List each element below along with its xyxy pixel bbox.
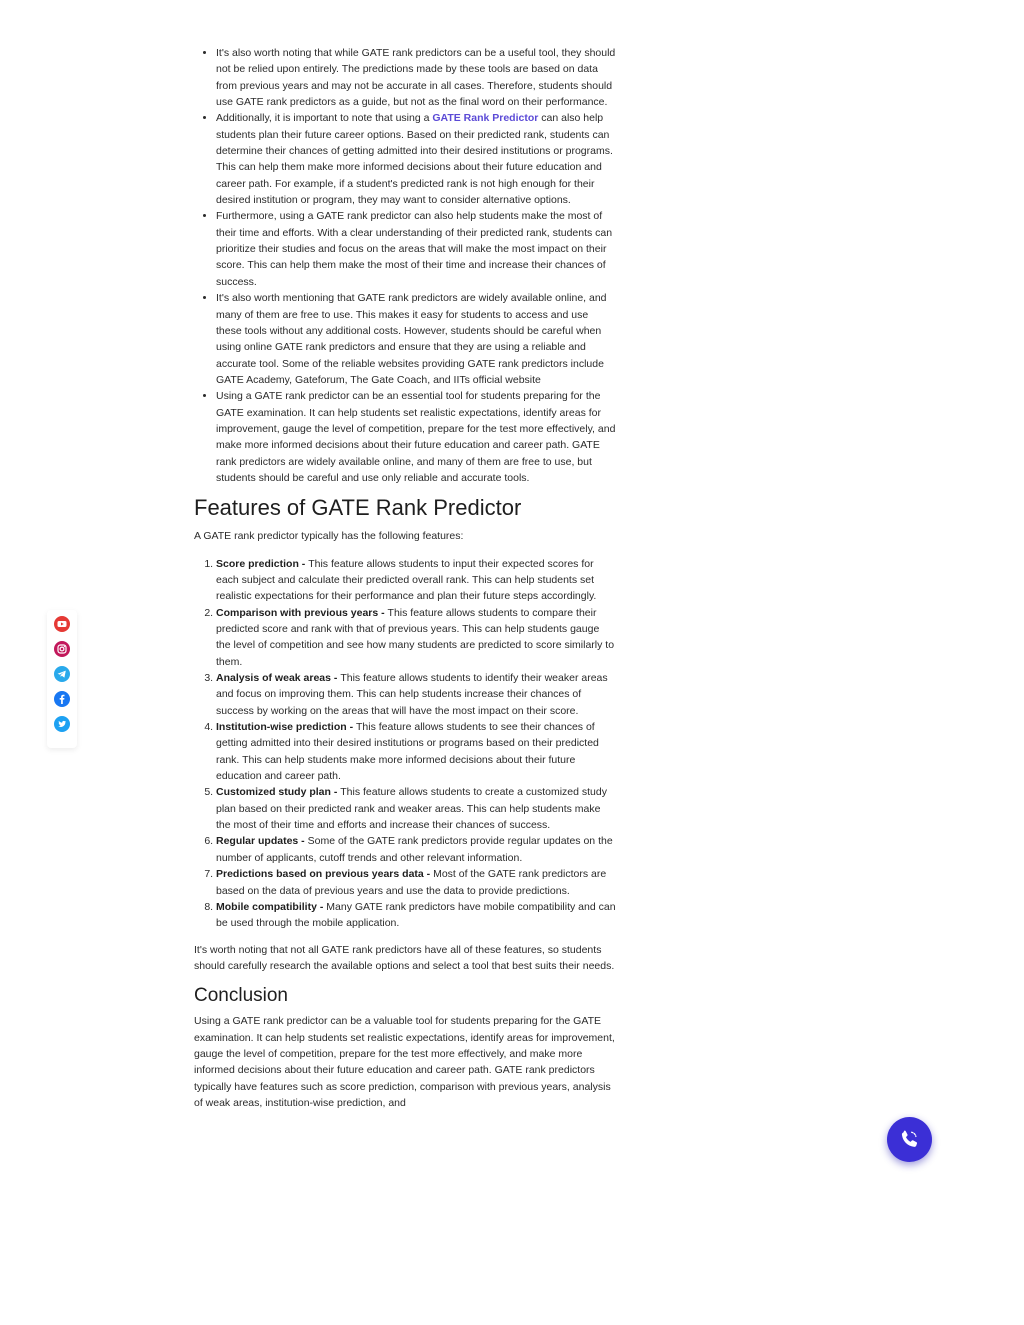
feature-title: Score prediction - (216, 557, 309, 570)
feature-item (216, 605, 616, 670)
list-item (216, 290, 616, 388)
social-share-bar (47, 610, 77, 748)
feature-text: Many GATE rank predictors have mobile compatibility and can be used through the mobile application. (216, 900, 616, 930)
feature-title: Mobile compatibility - (216, 900, 327, 913)
call-button[interactable] (887, 1117, 932, 1162)
telegram-icon[interactable] (54, 666, 70, 682)
phone-icon (898, 1128, 921, 1151)
feature-title: Comparison with previous years - (216, 606, 388, 619)
feature-item (216, 784, 616, 833)
conclusion-heading: Conclusion (194, 985, 288, 1007)
feature-title: Predictions based on previous years data - (216, 868, 434, 881)
feature-title: Analysis of weak areas - (216, 672, 341, 685)
bullet-text: It's also worth mentioning that GATE rank predictors are widely available online, and many of them are free to use. This makes it easy for students to access and use these tools without any additional costs. However, students should be careful when using online GATE rank predictors and ensure that they are using a reliable and accurate tool. Some of the reliable websites providing GATE rank predictors include GATE Academy, Gateforum, The Gate Coach, and IITs official website (216, 292, 607, 386)
feature-item (216, 899, 616, 932)
bullet-text: Furthermore, using a GATE rank predictor can also help students make the most of their time and efforts. With a clear understanding of their predicted rank, students can prioritize their studies and focus on the areas that will make the most impact on their score. This can help them make the most of their time and increase their chances of success. (216, 210, 613, 288)
feature-text: This feature allows students to create a customized study plan based on their predicted rank and weaker areas. This can help students make the most of their time and efforts and increase their chances of success. (216, 786, 607, 832)
youtube-icon[interactable] (54, 616, 70, 632)
facebook-icon[interactable] (54, 691, 70, 707)
bullet-text: can also help students plan their future career options. Based on their predicted rank, students can determine their chances of getting admitted into their desired institutions or programs. This can help them make more informed decisions about their future education and career path. For example, if a student's predicted rank is not high enough for their desired institution or program, they may want to consider alternative options. (216, 112, 613, 207)
features-intro: A GATE rank predictor typically has the following features: (194, 530, 464, 543)
gate-rank-predictor-link[interactable]: GATE Rank Predictor (432, 112, 539, 125)
feature-title: Customized study plan - (216, 786, 341, 799)
twitter-icon[interactable] (54, 716, 70, 732)
benefits-list (194, 45, 616, 486)
instagram-icon[interactable] (54, 641, 70, 657)
list-item (216, 110, 616, 208)
list-item (216, 208, 616, 290)
feature-item (216, 719, 616, 784)
feature-title: Regular updates - (216, 835, 308, 848)
list-item (216, 45, 616, 110)
feature-text: This feature allows students to see their chances of getting admitted into their desired institutions or programs based on their predicted rank. This can help students make more informed decisions about their future education and career path. (216, 721, 599, 783)
feature-title: Institution-wise prediction - (216, 721, 356, 734)
feature-item (216, 833, 616, 866)
bullet-text: Using a GATE rank predictor can be an essential tool for students preparing for the GATE examination. It can help students set realistic expectations, identify areas for improvement, gauge the level of competition, prepare for the test more effectively, and make more informed decisions about their future education and career path. GATE rank predictors are widely available online, and many of them are free to use, but students should be careful and use only reliable and accurate tools. (216, 390, 616, 484)
bullet-text: Additionally, it is important to note that using a (216, 112, 433, 125)
feature-text: Most of the GATE rank predictors are based on the data of previous years and use the data to provide predictions. (216, 868, 607, 897)
feature-text: Some of the GATE rank predictors provide regular updates on the number of applicants, cutoff trends and other relevant information. (216, 835, 613, 864)
feature-text: This feature allows students to identify their weaker areas and focus on improving them. This can help students increase their chances of success by working on the areas that will have the most impact on their score. (216, 672, 608, 717)
feature-text: This feature allows students to input their expected scores for each subject and calculate their predicted overall rank. This can help students set realistic expectations for their performance and plan their future steps accordingly. (216, 557, 597, 603)
list-item (216, 388, 616, 486)
conclusion-text: Using a GATE rank predictor can be a valuable tool for students preparing for the GATE examination. It can help students set realistic expectations, identify areas for improvement, gauge the level of competition, prepare for the test more effectively, and make more informed decisions about their future education and career path. GATE rank predictors typically have features such as score prediction, comparison with previous years, analysis of weak areas, institution-wise prediction, and (194, 1015, 615, 1109)
feature-item (216, 556, 616, 605)
feature-text: This feature allows students to compare their predicted score and rank with that of previous years. This can help students gauge the level of competition and see how many students are predicted to score similarly to them. (216, 606, 615, 668)
article-content (194, 45, 616, 1111)
features-list (194, 556, 616, 932)
features-note: It's worth noting that not all GATE rank predictors have all of these features, so students should carefully research the available options and select a tool that best suits their needs. (194, 943, 615, 972)
feature-item (216, 670, 616, 719)
features-heading: Features of GATE Rank Predictor (194, 495, 522, 521)
feature-item (216, 866, 616, 899)
bullet-text: It's also worth noting that while GATE rank predictors can be a useful tool, they should not be relied upon entirely. The predictions made by these tools are based on data from previous years and may not be accurate in all cases. Therefore, students should use GATE rank predictors as a guide, but not as the final word on their performance. (216, 47, 616, 109)
